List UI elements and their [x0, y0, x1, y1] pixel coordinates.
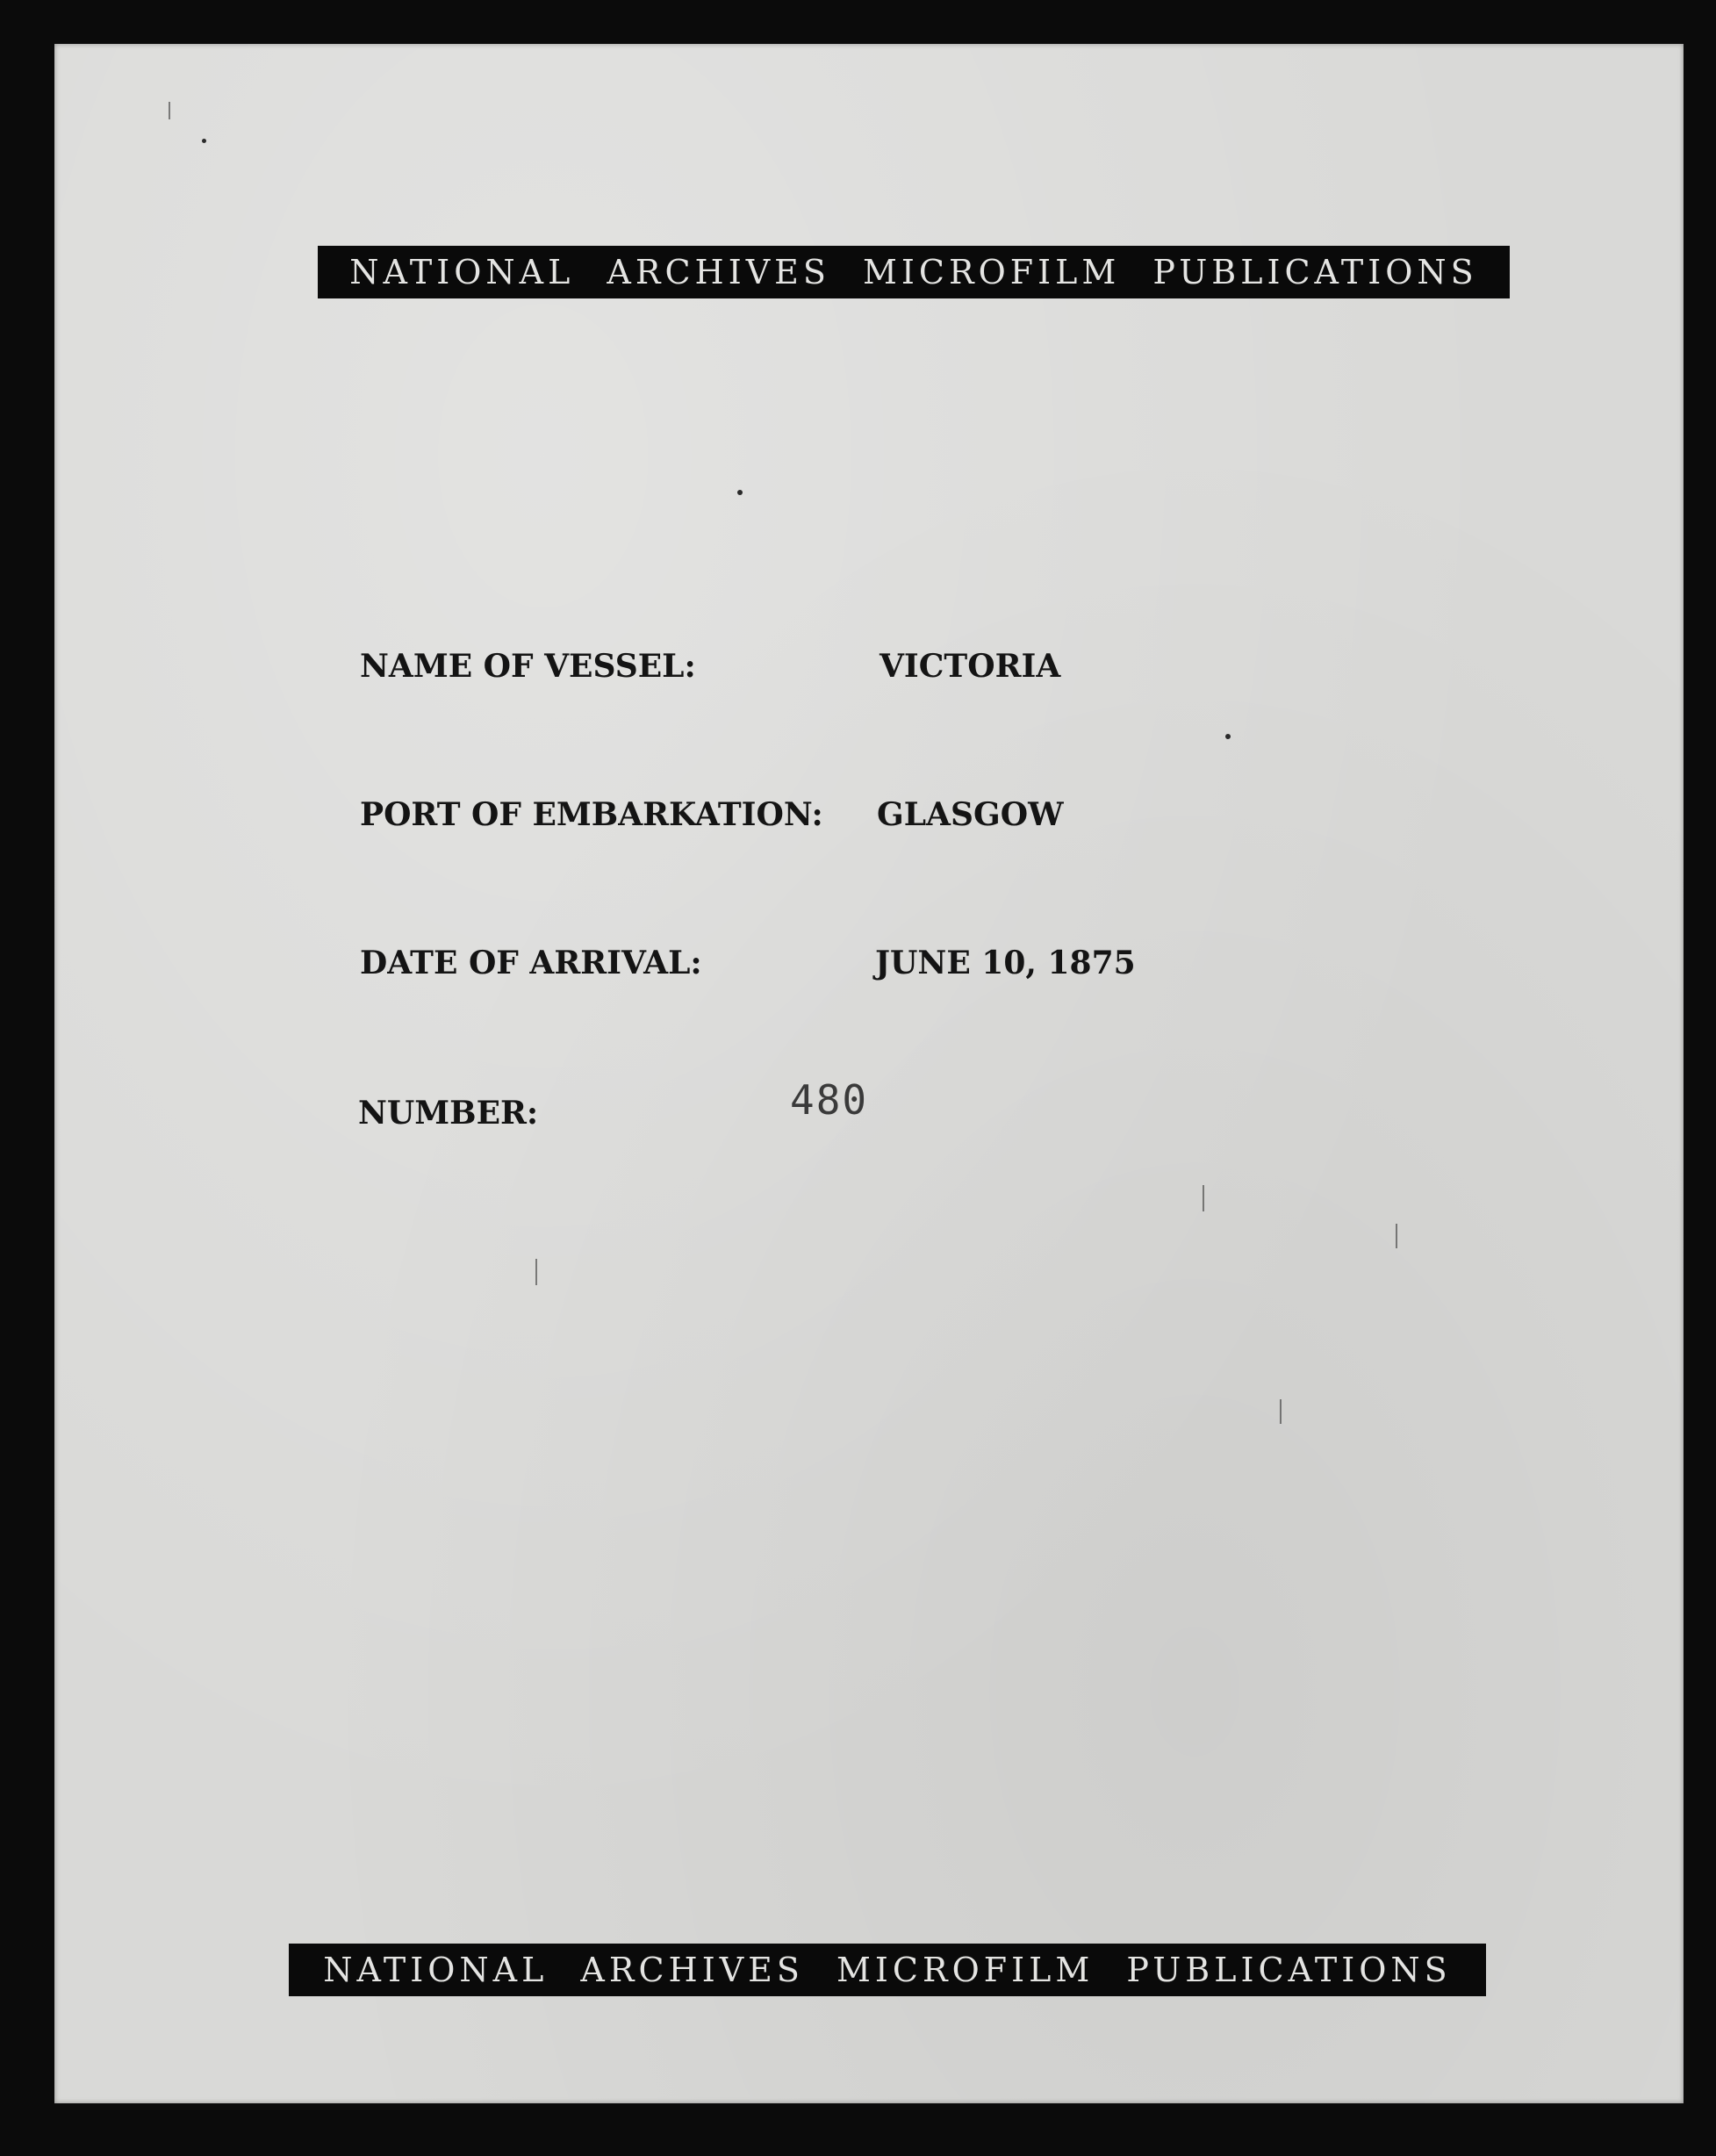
film-scratch — [1203, 1185, 1204, 1211]
film-scratch — [169, 102, 170, 119]
microfilm-target-sheet — [54, 44, 1684, 2103]
vessel-name-value: VICTORIA — [880, 648, 1061, 685]
footer-banner: NATIONAL ARCHIVES MICROFILM PUBLICATIONS — [289, 1944, 1486, 1996]
number-label: NUMBER: — [358, 1095, 539, 1132]
film-scratch — [535, 1259, 537, 1285]
date-of-arrival-value: JUNE 10, 1875 — [875, 945, 1136, 981]
film-speck — [202, 139, 206, 143]
film-speck — [1225, 734, 1231, 739]
port-of-embarkation-value: GLASGOW — [877, 796, 1064, 833]
vessel-name-label: NAME OF VESSEL: — [360, 648, 696, 685]
number-value: 480 — [790, 1076, 869, 1124]
film-scratch — [1396, 1224, 1397, 1248]
film-speck — [737, 490, 743, 495]
date-of-arrival-label: DATE OF ARRIVAL: — [360, 945, 702, 981]
film-scratch — [1280, 1399, 1282, 1424]
header-banner: NATIONAL ARCHIVES MICROFILM PUBLICATIONS — [318, 246, 1510, 298]
port-of-embarkation-label: PORT OF EMBARKATION: — [360, 796, 823, 833]
